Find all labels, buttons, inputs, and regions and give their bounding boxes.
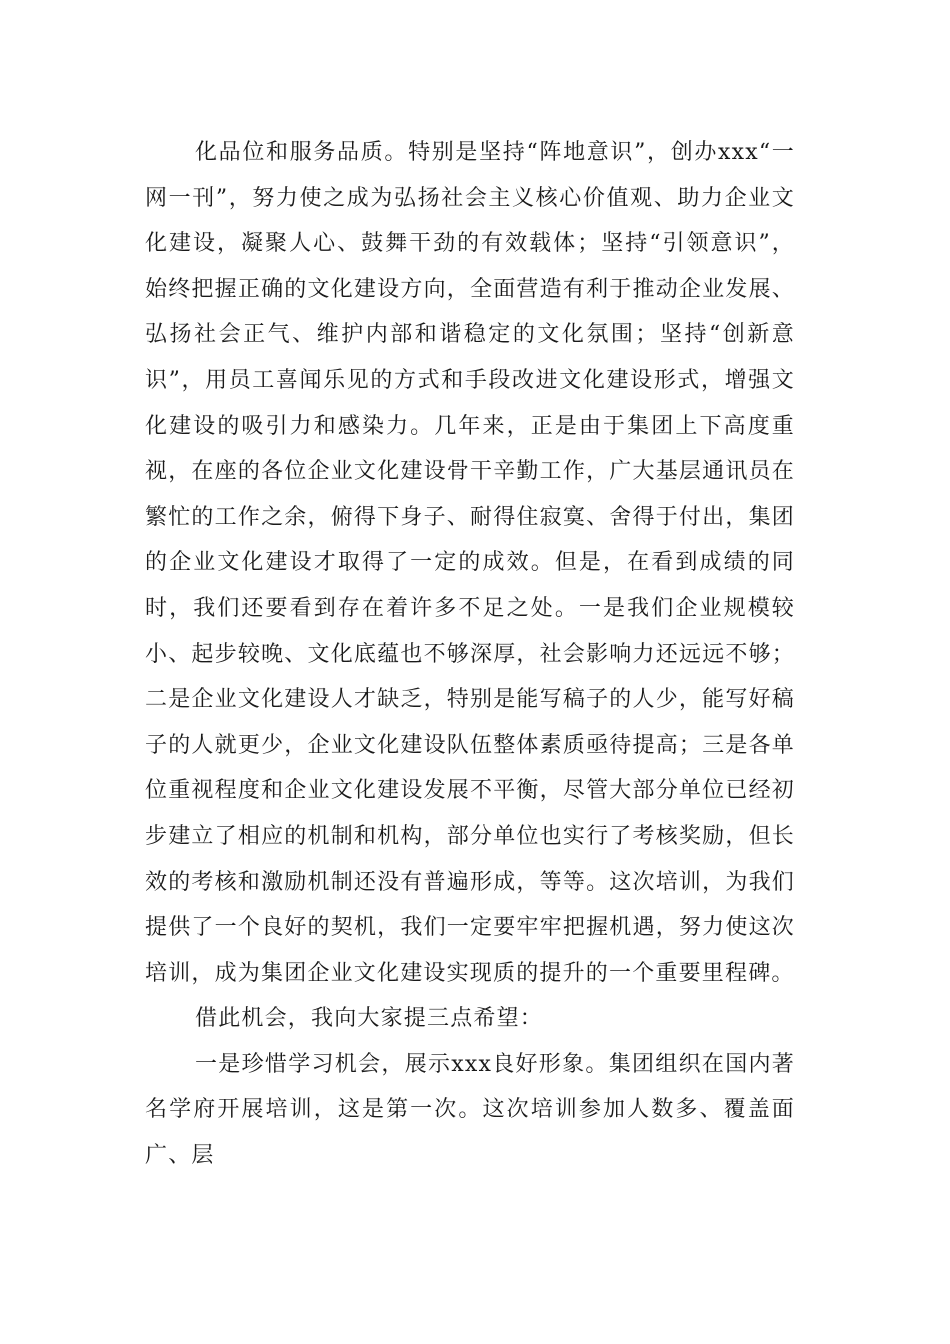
paragraph-2: 借此机会，我向大家提三点希望： <box>195 1006 544 1032</box>
body-text <box>145 130 795 1179</box>
paragraph-3: 一是珍惜学习机会，展示xxx良好形象。集团组织在国内著名学府开展培训，这是第一次。这次培训参加人数多、覆盖面广、层 <box>145 1051 795 1169</box>
paragraph-1: 化品位和服务品质。特别是坚持“阵地意识”，创办xxx“一网一刊”，努力使之成为弘扬社会主义核心价值观、助力企业文化建设，凝聚人心、鼓舞干劲的有效载体；坚持“引领意识”，始终把握正确的文化建设方向，全面营造有利于推动企业发展、弘扬社会正气、维护内部和谐稳定的文化氛围；坚持“创新意识”，用员工喜闻乐见的方式和手段改进文化建设形式，增强文化建设的吸引力和感染力。几年来，正是由于集团上下高度重视，在座的各位企业文化建设骨干辛勤工作，广大基层通讯员在繁忙的工作之余，俯得下身子、耐得住寂寞、舍得于付出，集团的企业文化建设才取得了一定的成效。但是，在看到成绩的同时，我们还要看到存在着许多不足之处。一是我们企业规模较小、起步较晚、文化底蕴也不够深厚，社会影响力还远远不够；二是企业文化建设人才缺乏，特别是能写稿子的人少，能写好稿子的人就更少，企业文化建设队伍整体素质亟待提高；三是各单位重视程度和企业文化建设发展不平衡，尽管大部分单位已经初步建立了相应的机制和机构，部分单位也实行了考核奖励，但长效的考核和激励机制还没有普遍形成，等等。这次培训，为我们提供了一个良好的契机，我们一定要牢牢把握机遇，努力使这次培训，成为集团企业文化建设实现质的提升的一个重要里程碑。 <box>145 140 795 986</box>
